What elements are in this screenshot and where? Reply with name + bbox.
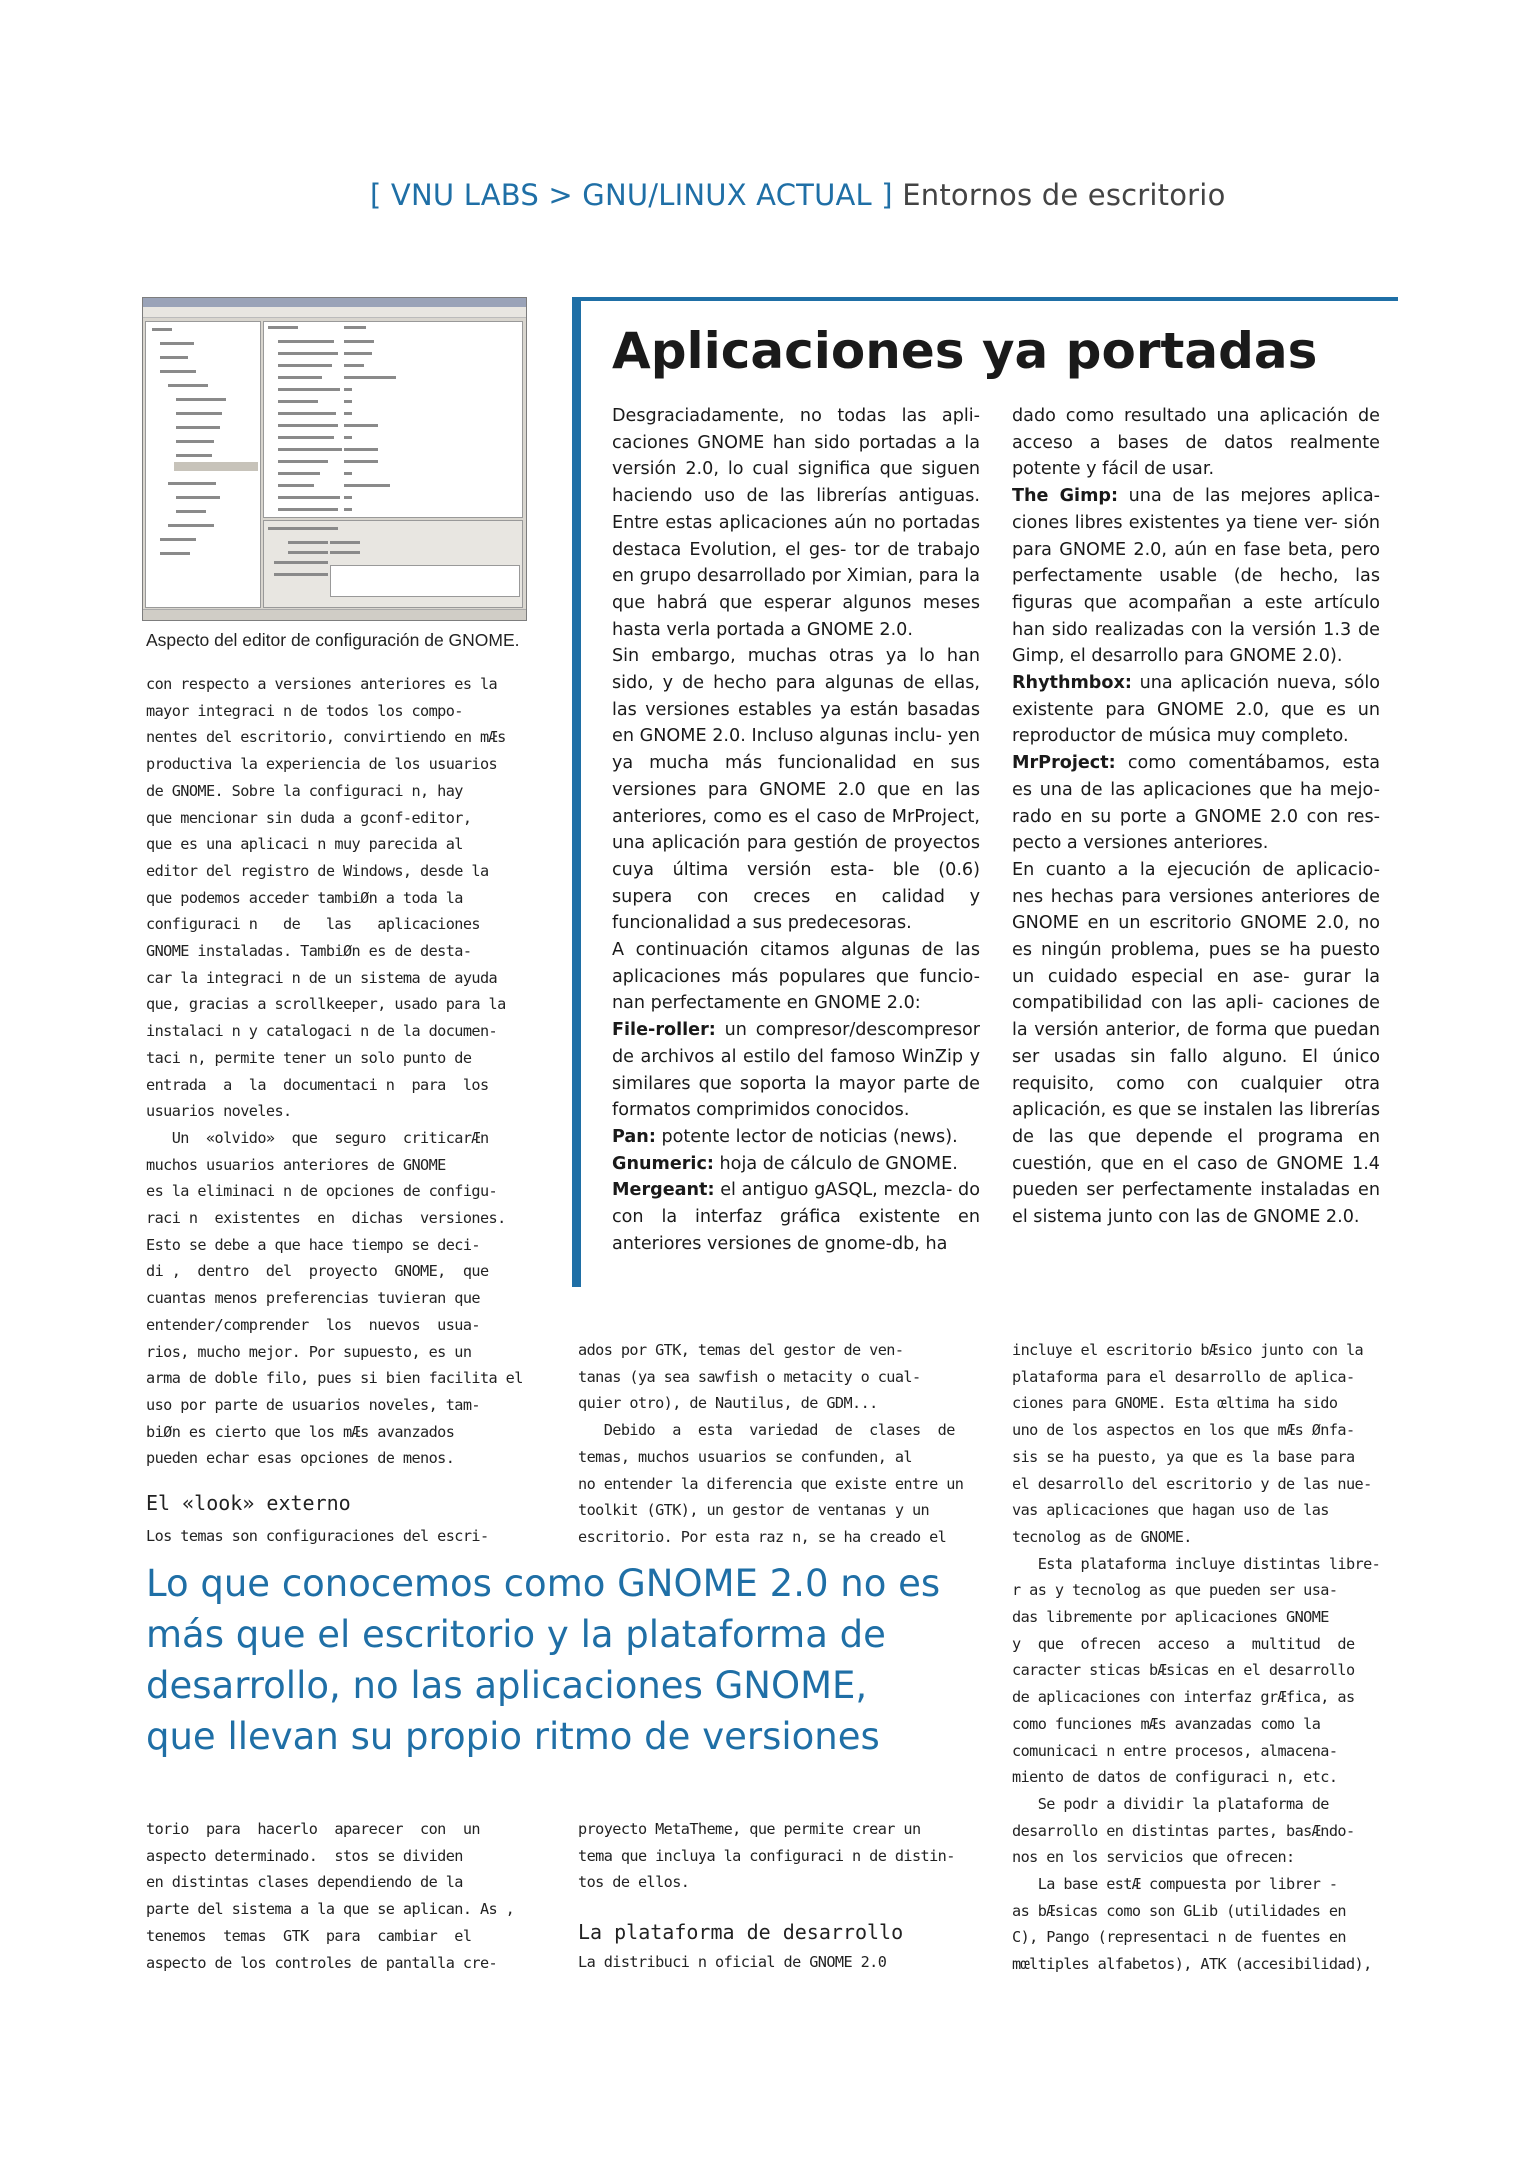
article-paragraph (1012, 483, 1380, 670)
article-paragraph (612, 403, 980, 643)
article-title: Aplicaciones ya portadas (612, 322, 1318, 380)
pull-quote-line: Lo que conocemos como GNOME 2.0 no es (146, 1562, 941, 1605)
body-mid-top: ados por GTK, temas del gestor de ven- tanas (ya sea sawfish o metacity o cual- quier otro), de Nautilus, de GDM... Debido a esta variedad de clases de temas, muchos usuarios se confunden, al no entender la diferencia que existe entre un toolkit (GTK), un gestor de ventanas y un escritorio. Por esta raz n, se ha creado el (578, 1341, 964, 1546)
article-lead-in: Gnumeric: (612, 1153, 714, 1174)
header-topic: Entornos de escritorio (902, 178, 1226, 212)
body-mid-bottom: proyecto MetaTheme, que permite crear un tema que incluya la configuraci n de distin- tos de ellos. (578, 1820, 955, 1892)
window-titlebar (143, 298, 526, 307)
article-paragraph-text: Desgraciadamente, no todas las apli- caciones GNOME han sido portadas a la versión 2.0, lo cual significa que siguen haciendo uso de las librerías antiguas. Entre estas aplicaciones aún no portadas destaca Evolution, el ges- tor de trabajo en grupo desarrollado por Ximian, para la que habrá que esperar algunos meses hasta verla portada a GNOME 2.0. (612, 406, 980, 640)
pull-quote (146, 1558, 966, 1762)
article-paragraph (612, 1017, 980, 1124)
keys-list (263, 321, 523, 518)
article-paragraph-text: A continuación citamos algunas de las aplicaciones más populares que funcio- nan perfectamente en GNOME 2.0: (612, 940, 980, 1014)
article-paragraph (1012, 403, 1380, 483)
article-paragraph-text: un compresor/descompresor de archivos al estilo del famoso WinZip y similares que soporta la mayor parte de formatos comprimidos conocidos. (612, 1020, 980, 1121)
pull-quote-line: más que el escritorio y la plataforma de (146, 1613, 886, 1656)
window-statusbar (143, 609, 526, 620)
gconf-editor-screenshot (142, 297, 527, 621)
article-paragraph-text: dado como resultado una aplicación de acceso a bases de datos realmente potente y fácil de usar. (1012, 406, 1380, 480)
article-lead-in: MrProject: (1012, 753, 1116, 774)
article-paragraph (1012, 750, 1380, 857)
article-paragraph (1012, 670, 1380, 750)
article-paragraph-text: Sin embargo, muchas otras ya lo han sido, y de hecho para algunas de ellas, las versiones estables ya están basadas en GNOME 2.0. Incluso algunas inclu- yen ya mucha más funcionalidad en sus versiones para GNOME 2.0 que en las anteriores, como es el caso de MrProject, una aplicación para gestión de proyectos cuya última versión esta- ble (0.6) supera con creces en calidad y funcionalidad a sus predecesoras. (612, 646, 980, 934)
article-paragraph-text: una aplicación nueva, sólo existente para GNOME 2.0, que es un reproductor de música muy completo. (1012, 673, 1380, 747)
body-left-after-subhead: Los temas son configuraciones del escri- (146, 1527, 489, 1545)
article-column-2 (1012, 403, 1380, 1231)
running-header (370, 178, 1370, 212)
article-paragraph (612, 1151, 980, 1178)
window-menubar (143, 307, 526, 318)
header-section: [ VNU LABS > GNU/LINUX ACTUAL ] (370, 178, 893, 212)
body-mid-after-subhead: La distribuci n oficial de GNOME 2.0 (578, 1953, 887, 1971)
article-lead-in: The Gimp: (1012, 486, 1119, 507)
key-documentation-pane (263, 520, 523, 608)
article-lead-in: Rhythmbox: (1012, 673, 1132, 694)
pull-quote-line: que llevan su propio ritmo de versiones (146, 1715, 880, 1758)
article-paragraph (612, 1124, 980, 1151)
article-paragraph (1012, 857, 1380, 1231)
article-rule-horizontal (572, 297, 1398, 301)
article-paragraph-text: una de las mejores aplica- ciones libres existentes ya tiene ver- sión para GNOME 2.0, aún en fase beta, pero perfectamente usable (de hecho, las figuras que acompañan a este artículo han sido realizadas con la versión 1.3 de Gimp, el desarrollo para GNOME 2.0). (1012, 486, 1380, 667)
subhead-plataforma-desarrollo: La plataforma de desarrollo (578, 1920, 904, 1944)
body-left-top: con respecto a versiones anteriores es la mayor integraci n de todos los compo- nentes del escritorio, convirtiendo en mÆs productiva la experiencia de los usuarios de GNOME. Sobre la configuraci n, hay que mencionar sin duda a gconf-editor, que es una aplicaci n muy parecida al editor del registro de Windows, desde la que podemos acceder tambiØn a toda la configuraci n de las aplicaciones GNOME instaladas. TambiØn es de desta- car la integraci n de un sistema de ayuda que, gracias a scrollkeeper, usado para la instalaci n y catalogaci n de la documen- taci n, permite tener un solo punto de entrada a la documentaci n para los usuarios noveles. Un «olvido» que seguro criticarÆn muchos usuarios anteriores de GNOME es la eliminaci n de opciones de configu- raci n existentes en dichas versiones. Esto se debe a que hace tiempo se deci- di , dentro del proyecto GNOME, que cuantas menos preferencias tuvieran que entender/comprender los nuevos usua- rios, mucho mejor. Por supuesto, es un arma de doble filo, pues si bien facilita el uso por parte de usuarios noveles, tam- biØn es cierto que los mÆs avanzados pueden echar esas opciones de menos. (146, 675, 523, 1468)
article-lead-in: File-roller: (612, 1020, 716, 1041)
article-paragraph (612, 937, 980, 1017)
article-lead-in: Mergeant: (612, 1180, 715, 1201)
article-paragraph (612, 643, 980, 937)
article-paragraph-text: el antiguo gASQL, mezcla- do con la interfaz gráfica existente en anteriores versiones de gnome-db, ha (612, 1180, 980, 1254)
article-paragraph-text: como comentábamos, esta es una de las aplicaciones que ha mejo- rado en su porte a GNOME 2.0 con res- pecto a versiones anteriores. (1012, 753, 1380, 854)
article-paragraph (612, 1177, 980, 1257)
article-paragraph-text: potente lector de noticias (news). (655, 1126, 958, 1147)
tree-pane (145, 321, 261, 608)
subhead-look-externo: El «look» externo (146, 1491, 351, 1515)
article-paragraph-text: En cuanto a la ejecución de aplicacio- nes hechas para versiones anteriores de GNOME en un escritorio GNOME 2.0, no es ningún problema, pues se ha puesto un cuidado especial en ase- gurar la compatibilidad con las apli- caciones de la versión anterior, de forma que puedan ser usadas sin fallo alguno. El único requisito, como con cualquier otra aplicación, es que se instalen las librerías de las que depende el programa en cuestión, que en el caso de GNOME 1.4 pueden ser perfectamente instaladas en el sistema junto con las de GNOME 2.0. (1012, 859, 1380, 1228)
article-paragraph-text: hoja de cálculo de GNOME. (713, 1153, 958, 1174)
article-rule-vertical (572, 297, 581, 1287)
figure-caption: Aspecto del editor de configuración de GNOME. (146, 630, 520, 650)
body-right-lower: incluye el escritorio bÆsico junto con la plataforma para el desarrollo de aplica- ciones para GNOME. Esta œltima ha sido uno de los aspectos en los que mÆs Ønfa- sis se ha puesto, ya que es la base para el desarrollo del escritorio y de las nue- vas aplicaciones que hagan uso de las tecnolog as de GNOME. Esta plataforma incluye distintas libre- r as y tecnolog as que pueden ser usa- das libremente por aplicaciones GNOME y que ofrecen acceso a multitud de caracter sticas bÆsicas en el desarrollo de aplicaciones con interfaz grÆfica, as como funciones mÆs avanzadas como la comunicaci n entre procesos, almacena- miento de datos de configuraci n, etc. Se podr a dividir la plataforma de desarrollo en distintas partes, basÆndo- nos en los servicios que ofrecen: La base estÆ compuesta por librer - as bÆsicas como son GLib (utilidades en C), Pango (representaci n de fuentes en mœltiples alfabetos), ATK (accesibilidad), (1012, 1341, 1381, 1974)
article-lead-in: Pan: (612, 1126, 656, 1147)
pull-quote-line: desarrollo, no las aplicaciones GNOME, (146, 1664, 868, 1707)
article-column-1 (612, 403, 980, 1258)
body-left-bottom: torio para hacerlo aparecer con un aspecto determinado. stos se dividen en distintas clases dependiendo de la parte del sistema a la que se aplican. As , tenemos temas GTK para cambiar el aspecto de los controles de pantalla cre- (146, 1820, 515, 1972)
